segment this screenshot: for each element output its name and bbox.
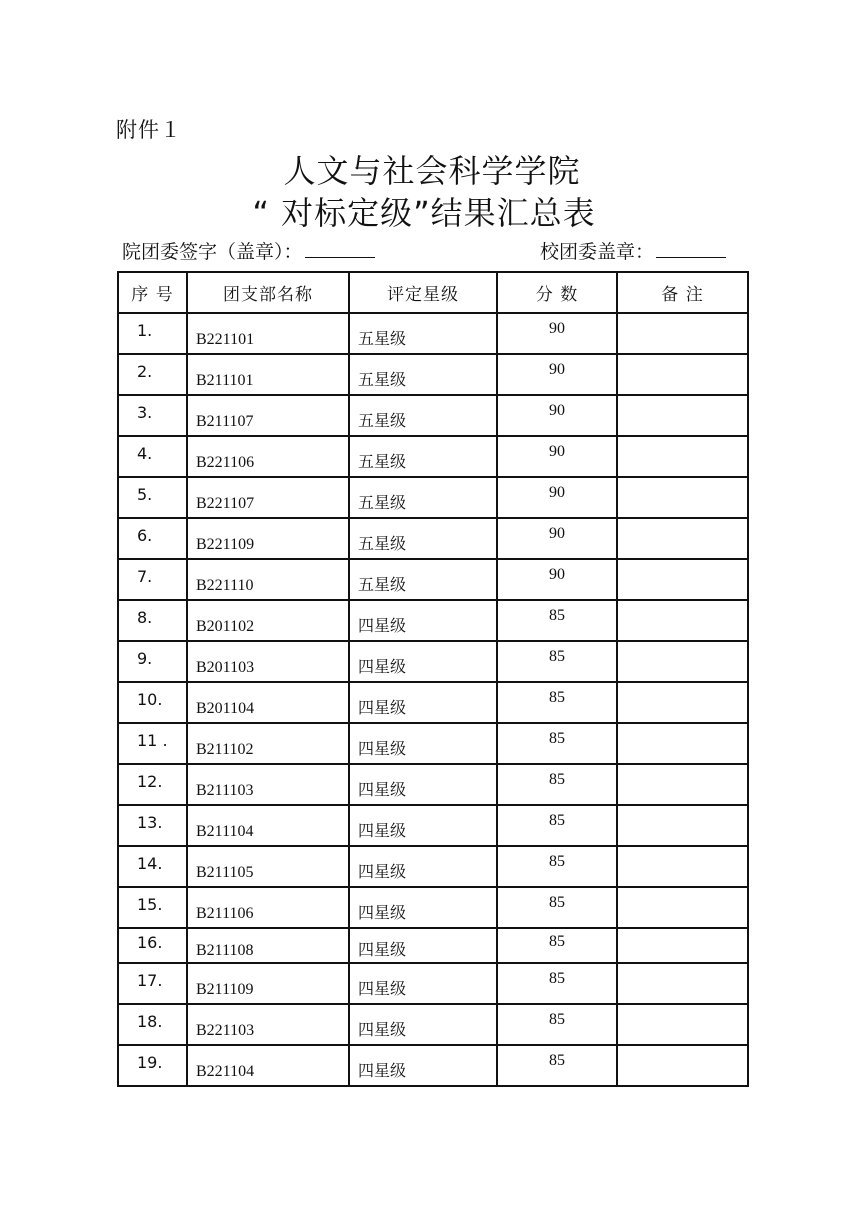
row-star-rating: 四星级 [358, 698, 407, 717]
row-score: 85 [549, 894, 565, 911]
table-row [118, 764, 748, 805]
row-seq: 16. [137, 933, 163, 952]
row-score-cell [497, 764, 617, 805]
row-score: 85 [549, 607, 565, 624]
row-branch-name: B211103 [196, 782, 254, 799]
row-seq: 1. [137, 321, 153, 340]
row-score: 90 [549, 484, 565, 501]
row-score: 90 [549, 320, 565, 337]
row-star-rating: 四星级 [358, 1061, 407, 1080]
row-branch-name: B201104 [196, 700, 255, 717]
row-star-rating-cell [349, 477, 497, 518]
row-branch-name: B211104 [196, 823, 254, 840]
row-branch-name: B201103 [196, 659, 255, 676]
row-branch-name: B221106 [196, 454, 255, 471]
row-star-rating: 四星级 [358, 616, 407, 635]
row-score-cell [497, 395, 617, 436]
row-seq-cell [118, 1004, 187, 1045]
row-note-cell [617, 682, 748, 723]
row-star-rating-cell [349, 805, 497, 846]
row-score-cell [497, 641, 617, 682]
table-row [118, 641, 748, 682]
row-note-cell [617, 1004, 748, 1045]
row-seq: 18. [137, 1012, 163, 1031]
college-signature-blank [305, 239, 375, 258]
row-star-rating: 五星级 [358, 493, 407, 512]
row-note-cell [617, 477, 748, 518]
table-row [118, 723, 748, 764]
row-seq-cell [118, 436, 187, 477]
row-branch-name: B211105 [196, 864, 254, 881]
header-star-rating: 评定星级 [349, 272, 497, 313]
row-star-rating-cell [349, 1004, 497, 1045]
row-note-cell [617, 1045, 748, 1086]
college-signature-field [122, 239, 375, 265]
row-branch-name: B221109 [196, 536, 255, 553]
row-score: 85 [549, 648, 565, 665]
header-score: 分 数 [497, 272, 617, 313]
table-row [118, 477, 748, 518]
row-seq: 9. [137, 649, 153, 668]
row-star-rating-cell [349, 846, 497, 887]
row-star-rating: 四星级 [358, 657, 407, 676]
row-star-rating-cell [349, 354, 497, 395]
row-branch-name-cell [187, 764, 349, 805]
row-seq: 6. [137, 526, 153, 545]
row-star-rating-cell [349, 963, 497, 1004]
row-seq: 19. [137, 1053, 163, 1072]
row-score: 90 [549, 566, 565, 583]
row-branch-name: B221104 [196, 1063, 255, 1080]
row-note-cell [617, 641, 748, 682]
row-score-cell [497, 354, 617, 395]
row-star-rating: 四星级 [358, 862, 407, 881]
row-score-cell [497, 723, 617, 764]
table-row [118, 313, 748, 354]
row-branch-name-cell [187, 477, 349, 518]
table-row [118, 1004, 748, 1045]
row-seq: 2. [137, 362, 153, 381]
row-score: 85 [549, 853, 565, 870]
row-branch-name-cell [187, 887, 349, 928]
row-branch-name-cell [187, 600, 349, 641]
row-star-rating-cell [349, 1045, 497, 1086]
row-score: 90 [549, 525, 565, 542]
row-score-cell [497, 477, 617, 518]
row-note-cell [617, 395, 748, 436]
row-star-rating: 四星级 [358, 979, 407, 998]
row-note-cell [617, 723, 748, 764]
row-branch-name-cell [187, 436, 349, 477]
row-score-cell [497, 1045, 617, 1086]
table-row [118, 887, 748, 928]
document-title-line2: “ 对标定级”结果汇总表 [252, 194, 596, 232]
table-row [118, 1045, 748, 1086]
table-row [118, 395, 748, 436]
row-score: 85 [549, 730, 565, 747]
row-star-rating-cell [349, 559, 497, 600]
row-seq-cell [118, 764, 187, 805]
row-branch-name: B211109 [196, 981, 254, 998]
row-score: 90 [549, 402, 565, 419]
row-seq: 10. [137, 690, 163, 709]
row-seq: 17. [137, 971, 163, 990]
table-row [118, 805, 748, 846]
row-note-cell [617, 313, 748, 354]
row-note-cell [617, 559, 748, 600]
row-note-cell [617, 764, 748, 805]
row-star-rating: 四星级 [358, 903, 407, 922]
school-seal-field [540, 239, 726, 265]
row-branch-name-cell [187, 723, 349, 764]
row-star-rating-cell [349, 641, 497, 682]
row-star-rating-cell [349, 682, 497, 723]
row-branch-name-cell [187, 559, 349, 600]
row-star-rating: 四星级 [358, 940, 407, 959]
header-seq: 序 号 [118, 272, 187, 313]
row-score-cell [497, 887, 617, 928]
row-score-cell [497, 559, 617, 600]
row-star-rating: 四星级 [358, 821, 407, 840]
row-score: 85 [549, 1052, 565, 1069]
row-star-rating-cell [349, 395, 497, 436]
row-score: 90 [549, 361, 565, 378]
row-seq-cell [118, 600, 187, 641]
row-branch-name: B211101 [196, 372, 254, 389]
row-star-rating-cell [349, 436, 497, 477]
row-seq-cell [118, 723, 187, 764]
row-seq-cell [118, 395, 187, 436]
row-branch-name-cell [187, 313, 349, 354]
row-seq-cell [118, 518, 187, 559]
table-body [118, 313, 748, 1086]
row-branch-name-cell [187, 928, 349, 963]
row-seq: 8. [137, 608, 153, 627]
row-note-cell [617, 600, 748, 641]
row-star-rating: 五星级 [358, 370, 407, 389]
row-seq-cell [118, 1045, 187, 1086]
row-note-cell [617, 354, 748, 395]
row-branch-name: B211108 [196, 942, 254, 959]
header-branch-name: 团支部名称 [187, 272, 349, 313]
row-score-cell [497, 682, 617, 723]
row-score: 85 [549, 1011, 565, 1028]
row-branch-name-cell [187, 354, 349, 395]
summary-table [117, 271, 749, 1087]
row-score-cell [497, 518, 617, 559]
row-star-rating: 四星级 [358, 780, 407, 799]
table-row [118, 354, 748, 395]
row-star-rating: 五星级 [358, 411, 407, 430]
row-star-rating-cell [349, 313, 497, 354]
row-seq-cell [118, 354, 187, 395]
row-star-rating: 四星级 [358, 1020, 407, 1039]
row-seq-cell [118, 887, 187, 928]
row-seq-cell [118, 846, 187, 887]
header-note: 备 注 [617, 272, 748, 313]
row-note-cell [617, 518, 748, 559]
row-score-cell [497, 846, 617, 887]
row-score: 85 [549, 970, 565, 987]
row-branch-name-cell [187, 518, 349, 559]
row-branch-name-cell [187, 846, 349, 887]
table-row [118, 559, 748, 600]
row-score-cell [497, 600, 617, 641]
row-score-cell [497, 1004, 617, 1045]
row-seq-cell [118, 682, 187, 723]
table-row [118, 928, 748, 963]
row-score: 85 [549, 771, 565, 788]
row-seq: 14. [137, 854, 163, 873]
row-star-rating-cell [349, 928, 497, 963]
row-score: 85 [549, 689, 565, 706]
row-seq-cell [118, 805, 187, 846]
row-branch-name: B211102 [196, 741, 254, 758]
row-branch-name-cell [187, 641, 349, 682]
row-branch-name-cell [187, 963, 349, 1004]
row-branch-name-cell [187, 395, 349, 436]
row-star-rating: 五星级 [358, 452, 407, 471]
row-score-cell [497, 805, 617, 846]
row-branch-name-cell [187, 682, 349, 723]
table-row [118, 436, 748, 477]
row-score: 85 [549, 812, 565, 829]
row-branch-name-cell [187, 1004, 349, 1045]
row-star-rating: 五星级 [358, 575, 407, 594]
row-branch-name: B221101 [196, 331, 255, 348]
row-branch-name: B211106 [196, 905, 254, 922]
row-score: 85 [549, 933, 565, 950]
row-score-cell [497, 928, 617, 963]
table-row [118, 518, 748, 559]
row-note-cell [617, 928, 748, 963]
row-score-cell [497, 963, 617, 1004]
row-seq: 13. [137, 813, 163, 832]
row-note-cell [617, 887, 748, 928]
row-branch-name: B211107 [196, 413, 254, 430]
row-note-cell [617, 805, 748, 846]
row-seq-cell [118, 477, 187, 518]
row-star-rating: 四星级 [358, 739, 407, 758]
table-row [118, 682, 748, 723]
row-seq-cell [118, 559, 187, 600]
row-seq-cell [118, 928, 187, 963]
row-star-rating: 五星级 [358, 329, 407, 348]
row-star-rating-cell [349, 887, 497, 928]
attachment-label: 附件１ [116, 118, 182, 142]
row-branch-name: B221107 [196, 495, 255, 512]
school-seal-blank [656, 239, 726, 258]
row-score: 90 [549, 443, 565, 460]
table-row [118, 600, 748, 641]
row-seq: 5. [137, 485, 153, 504]
row-note-cell [617, 436, 748, 477]
row-seq-cell [118, 641, 187, 682]
row-seq: 4. [137, 444, 153, 463]
school-seal-label: 校团委盖章： [540, 241, 655, 263]
college-signature-label: 院团委签字（盖章）： [122, 241, 303, 263]
row-star-rating-cell [349, 723, 497, 764]
row-seq: 15. [137, 895, 163, 914]
row-note-cell [617, 963, 748, 1004]
row-seq: 7. [137, 567, 153, 586]
row-star-rating-cell [349, 764, 497, 805]
row-seq: 12. [137, 772, 163, 791]
row-note-cell [617, 846, 748, 887]
row-branch-name: B201102 [196, 618, 255, 635]
row-seq: 3. [137, 403, 153, 422]
row-star-rating-cell [349, 518, 497, 559]
table-row [118, 846, 748, 887]
row-score-cell [497, 436, 617, 477]
row-branch-name: B221103 [196, 1022, 255, 1039]
row-seq-cell [118, 963, 187, 1004]
row-branch-name-cell [187, 805, 349, 846]
row-star-rating-cell [349, 600, 497, 641]
row-branch-name: B221110 [196, 577, 254, 594]
table-header-row [118, 272, 748, 313]
table-row [118, 963, 748, 1004]
row-seq-cell [118, 313, 187, 354]
row-star-rating: 五星级 [358, 534, 407, 553]
row-seq: 11 . [137, 731, 168, 750]
document-title-line1: 人文与社会科学学院 [283, 152, 581, 190]
row-branch-name-cell [187, 1045, 349, 1086]
row-score-cell [497, 313, 617, 354]
